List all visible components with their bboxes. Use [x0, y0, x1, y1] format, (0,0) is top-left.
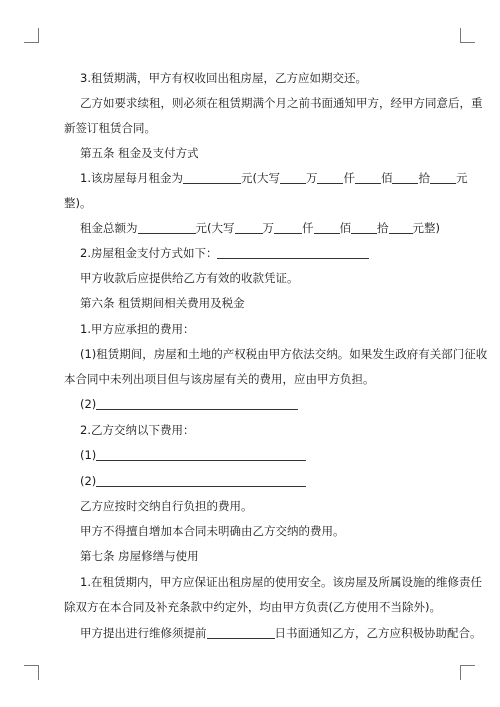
paragraph-monthly-rent: [80, 171, 467, 185]
paragraph-monthly-rent-cont: 整)。: [64, 196, 92, 210]
blank-field[interactable]: [317, 171, 343, 184]
paragraph-property-tax-cont: 本合同中未列出项目但与该房屋有关的费用，应由甲方负担。: [64, 372, 375, 386]
text: 万: [305, 171, 318, 185]
blank-field[interactable]: [392, 171, 418, 184]
paragraph-no-extra-fees: 甲方不得擅自增加本合同未明确由乙方交纳的费用。: [80, 524, 345, 538]
blank-field[interactable]: [430, 171, 456, 184]
blank-field[interactable]: [351, 221, 377, 234]
paragraph-repair-notice: [80, 626, 482, 640]
text: 2.房屋租金支付方式如下：: [80, 246, 218, 260]
text: 1.该房屋每月租金为: [80, 171, 183, 185]
text: 拾: [377, 221, 389, 235]
paragraph-party-b-fees: 2.乙方交纳以下费用：: [80, 423, 195, 437]
paragraph-party-a-fees: 1.甲方应承担的费用：: [80, 322, 195, 336]
crop-mark-top-left: [24, 28, 39, 43]
blank-field[interactable]: [274, 221, 302, 234]
blank-field[interactable]: [138, 221, 196, 234]
blank-field[interactable]: [235, 221, 263, 234]
paragraph-renewal: 乙方如要求续租，则必须在租赁期满个月之前书面通知甲方，经甲方同意后，重: [80, 96, 483, 110]
blank-field[interactable]: [96, 397, 298, 410]
crop-mark-bottom-left: [24, 665, 39, 680]
paragraph-lease-expiry: 3.租赁期满，甲方有权收回出租房屋，乙方应如期交还。: [80, 71, 367, 85]
text: 佰: [339, 221, 351, 235]
blank-field[interactable]: [314, 221, 340, 234]
blank-field[interactable]: [183, 171, 241, 184]
text: 元(大写: [240, 171, 280, 185]
text: 仟: [343, 171, 355, 185]
text: 万: [262, 221, 274, 235]
paragraph-property-tax: (1)租赁期间，房屋和土地的产权税由甲方依法交纳。如果发生政府有关部门征收: [80, 347, 488, 361]
blank-field[interactable]: [217, 246, 369, 259]
blank-field[interactable]: [207, 626, 275, 639]
blank-field[interactable]: [280, 171, 306, 184]
crop-mark-top-right: [460, 28, 475, 43]
text: 甲方提出进行维修须提前: [80, 626, 207, 640]
text: 元: [455, 171, 468, 185]
section-heading-article-6: 第六条 租赁期间相关费用及税金: [80, 296, 245, 310]
blank-field[interactable]: [355, 171, 381, 184]
list-item-b-1: [80, 448, 306, 462]
text: 租金总额为: [80, 221, 138, 235]
blank-field[interactable]: [389, 221, 413, 234]
text: 元(大写: [195, 221, 235, 235]
text: (2): [80, 397, 97, 411]
text: (2): [80, 474, 97, 488]
text: (1): [80, 448, 97, 462]
section-heading-article-7: 第七条 房屋修缮与使用: [80, 549, 199, 563]
list-item-b-2: [80, 474, 306, 488]
blank-field[interactable]: [96, 474, 306, 487]
text: 仟: [302, 221, 314, 235]
paragraph-renewal-cont: 新签订租赁合同。: [64, 121, 156, 135]
blank-field[interactable]: [96, 448, 306, 461]
text: 日书面通知乙方，乙方应积极协助配合。: [274, 626, 482, 640]
section-heading-article-5: 第五条 租金及支付方式: [80, 146, 199, 160]
paragraph-timely-payment: 乙方应按时交纳自行负担的费用。: [80, 499, 253, 513]
text: 拾: [418, 171, 430, 185]
paragraph-total-rent: [80, 221, 440, 235]
list-item-a-2: [80, 397, 298, 411]
paragraph-receipt: 甲方收款后应提供给乙方有效的收款凭证。: [80, 271, 299, 285]
paragraph-maintenance: 1.在租赁期内，甲方应保证出租房屋的使用安全。该房屋及所属设施的维修责任: [80, 575, 482, 589]
paragraph-maintenance-cont: 除双方在本合同及补充条款中约定外，均由甲方负责(乙方使用不当除外)。: [64, 600, 441, 614]
text: 元整): [412, 221, 440, 235]
paragraph-payment-method: [80, 246, 369, 260]
crop-mark-bottom-right: [460, 665, 475, 680]
text: 佰: [380, 171, 393, 185]
